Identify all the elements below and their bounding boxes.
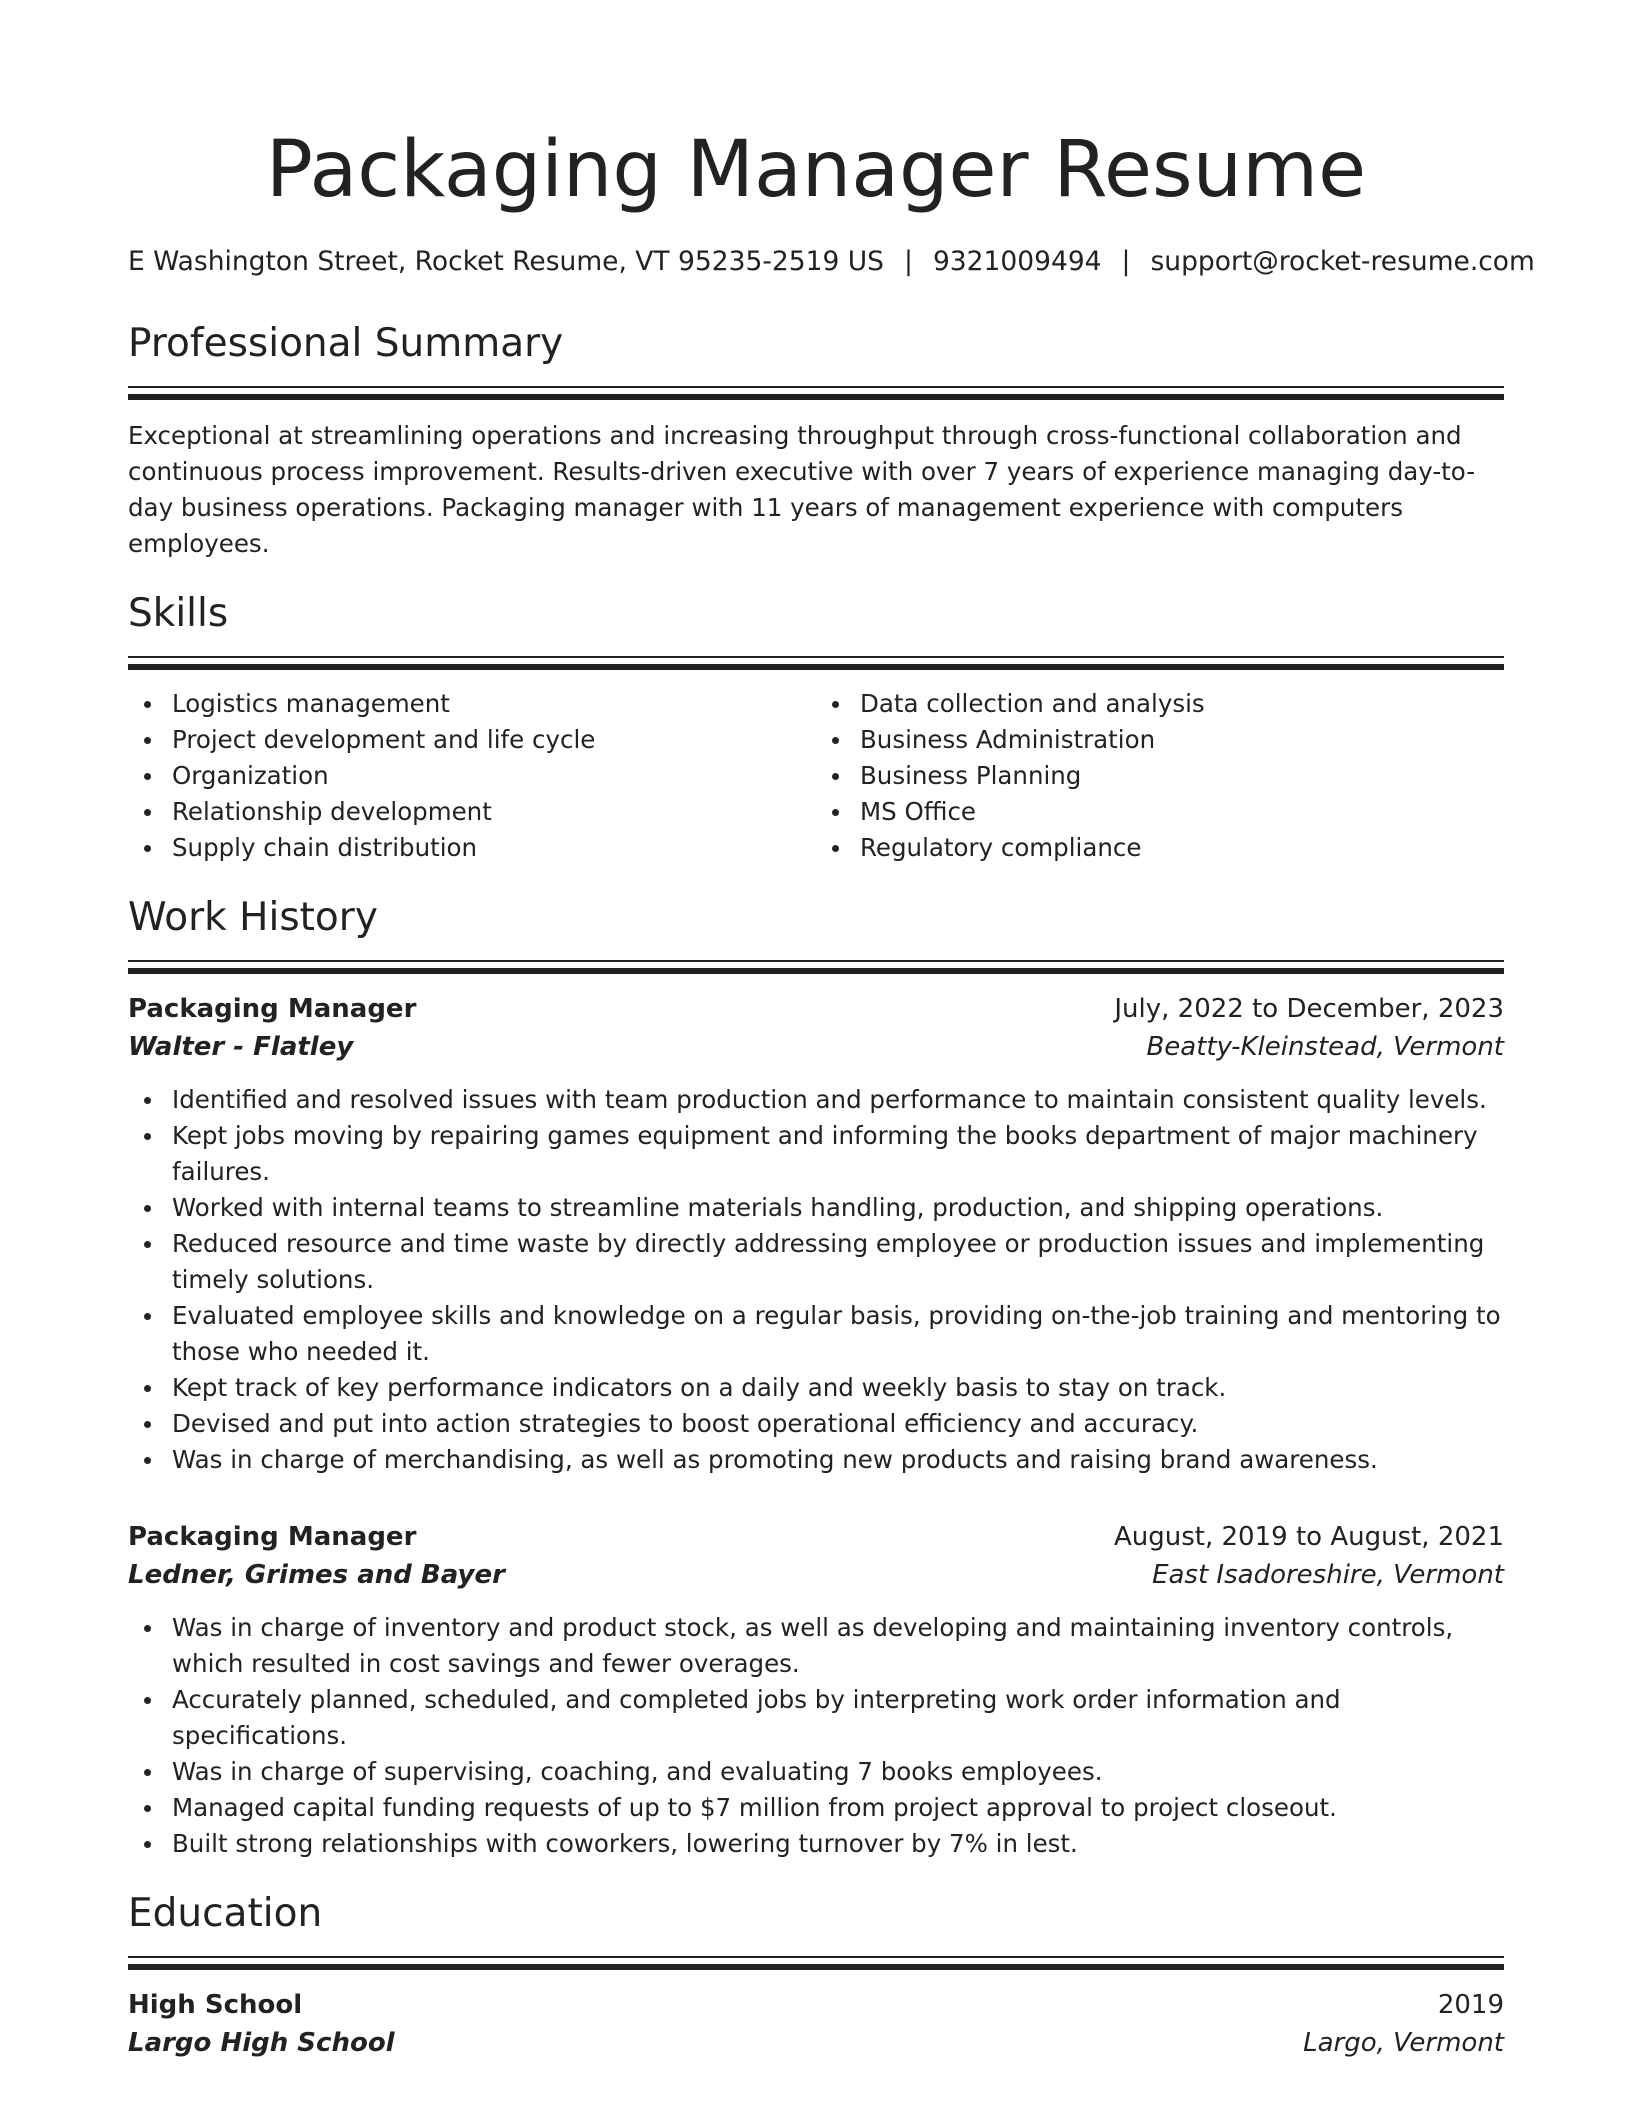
summary-text: Exceptional at streamlining operations and increasing throughput through cross-functional collaboration and continuous process improvement. Results-driven executive with over 7 years of experience managing day-to-day business operations. Packaging manager with 11 years of management experience with computers employees.: [128, 421, 1476, 558]
job-company: Ledner, Grimes and Bayer: [128, 1560, 505, 1590]
job-bullet: Was in charge of merchandising, as well as promoting new products and raising brand awareness.: [172, 1442, 1504, 1478]
job-bullet: Kept jobs moving by repairing games equipment and informing the books department of major machinery failures.: [172, 1118, 1504, 1190]
job-bullet: Accurately planned, scheduled, and completed jobs by interpreting work order information and specifications.: [172, 1682, 1504, 1754]
job-subheader: [128, 1556, 1504, 1594]
resume-title: Packaging Manager Resume: [265, 125, 1367, 215]
section-title-summary: Professional Summary: [128, 321, 564, 366]
job-bullet: Reduced resource and time waste by directly addressing employee or production issues and implementing timely solutions.: [172, 1226, 1504, 1298]
skills-column-right: [816, 686, 1504, 866]
contact-phone: 9321009494: [932, 246, 1102, 277]
contact-address: E Washington Street, Rocket Resume, VT 95235-2519 US: [128, 246, 884, 277]
section-divider: [128, 656, 1504, 666]
job-bullets: [128, 1610, 1504, 1862]
job-bullet: Managed capital funding requests of up to $7 million from project approval to project closeout.: [172, 1790, 1504, 1826]
job-bullet: Identified and resolved issues with team production and performance to maintain consistent quality levels.: [172, 1082, 1504, 1118]
skill-item: Relationship development: [172, 794, 816, 830]
contact-separator: |: [1121, 246, 1131, 277]
job-bullet: Devised and put into action strategies to boost operational efficiency and accuracy.: [172, 1406, 1504, 1442]
skills-section: [128, 588, 1504, 866]
education-degree: High School: [128, 1990, 303, 2020]
job-dates: July, 2022 to December, 2023: [1114, 994, 1504, 1024]
education-year: 2019: [1437, 1990, 1504, 2020]
education-subheader: [128, 2024, 1504, 2062]
job-location: Beatty-Kleinstead, Vermont: [1146, 1032, 1504, 1062]
section-divider: [128, 386, 1504, 396]
section-divider: [128, 1956, 1504, 1966]
skill-item: Logistics management: [172, 686, 816, 722]
section-divider: [128, 960, 1504, 970]
job-title: Packaging Manager: [128, 994, 417, 1024]
job-company: Walter - Flatley: [128, 1032, 354, 1062]
education-location: Largo, Vermont: [1303, 2028, 1504, 2058]
job-dates: August, 2019 to August, 2021: [1114, 1522, 1504, 1552]
contact-line: [128, 244, 1535, 280]
job-bullet: Was in charge of inventory and product stock, as well as developing and maintaining inventory controls, which resulted in cost savings and fewer overages.: [172, 1610, 1504, 1682]
job-bullet: Built strong relationships with coworkers, lowering turnover by 7% in lest.: [172, 1826, 1504, 1862]
section-title-work: Work History: [128, 895, 378, 940]
job-bullets: [128, 1082, 1504, 1478]
summary-section: [128, 318, 1504, 562]
education-entry: [128, 1986, 1504, 2062]
skills-list: [128, 686, 1504, 866]
work-history-section: [128, 892, 1504, 1862]
job-header: [128, 990, 1504, 1028]
contact-email: support@rocket-resume.com: [1150, 246, 1535, 277]
job-title: Packaging Manager: [128, 1522, 417, 1552]
job-location: East Isadoreshire, Vermont: [1152, 1560, 1504, 1590]
skill-item: Business Administration: [860, 722, 1504, 758]
section-title-education: Education: [128, 1891, 323, 1936]
job-entry: [128, 990, 1504, 1478]
skill-item: Supply chain distribution: [172, 830, 816, 866]
section-title-skills: Skills: [128, 591, 229, 636]
skill-item: Regulatory compliance: [860, 830, 1504, 866]
education-school: Largo High School: [128, 2028, 395, 2058]
skills-column-left: [128, 686, 816, 866]
skill-item: Organization: [172, 758, 816, 794]
education-section: [128, 1888, 1504, 2062]
skill-item: Business Planning: [860, 758, 1504, 794]
contact-separator: |: [904, 246, 913, 277]
job-bullet: Worked with internal teams to streamline materials handling, production, and shipping operations.: [172, 1190, 1504, 1226]
job-header: [128, 1518, 1504, 1556]
job-bullet: Was in charge of supervising, coaching, and evaluating 7 books employees.: [172, 1754, 1504, 1790]
job-subheader: [128, 1028, 1504, 1066]
skill-item: MS Office: [860, 794, 1504, 830]
job-bullet: Evaluated employee skills and knowledge on a regular basis, providing on-the-job training and mentoring to those who needed it.: [172, 1298, 1504, 1370]
education-header: [128, 1986, 1504, 2024]
job-entry: [128, 1518, 1504, 1862]
skill-item: Project development and life cycle: [172, 722, 816, 758]
skill-item: Data collection and analysis: [860, 686, 1504, 722]
job-bullet: Kept track of key performance indicators on a daily and weekly basis to stay on track.: [172, 1370, 1504, 1406]
